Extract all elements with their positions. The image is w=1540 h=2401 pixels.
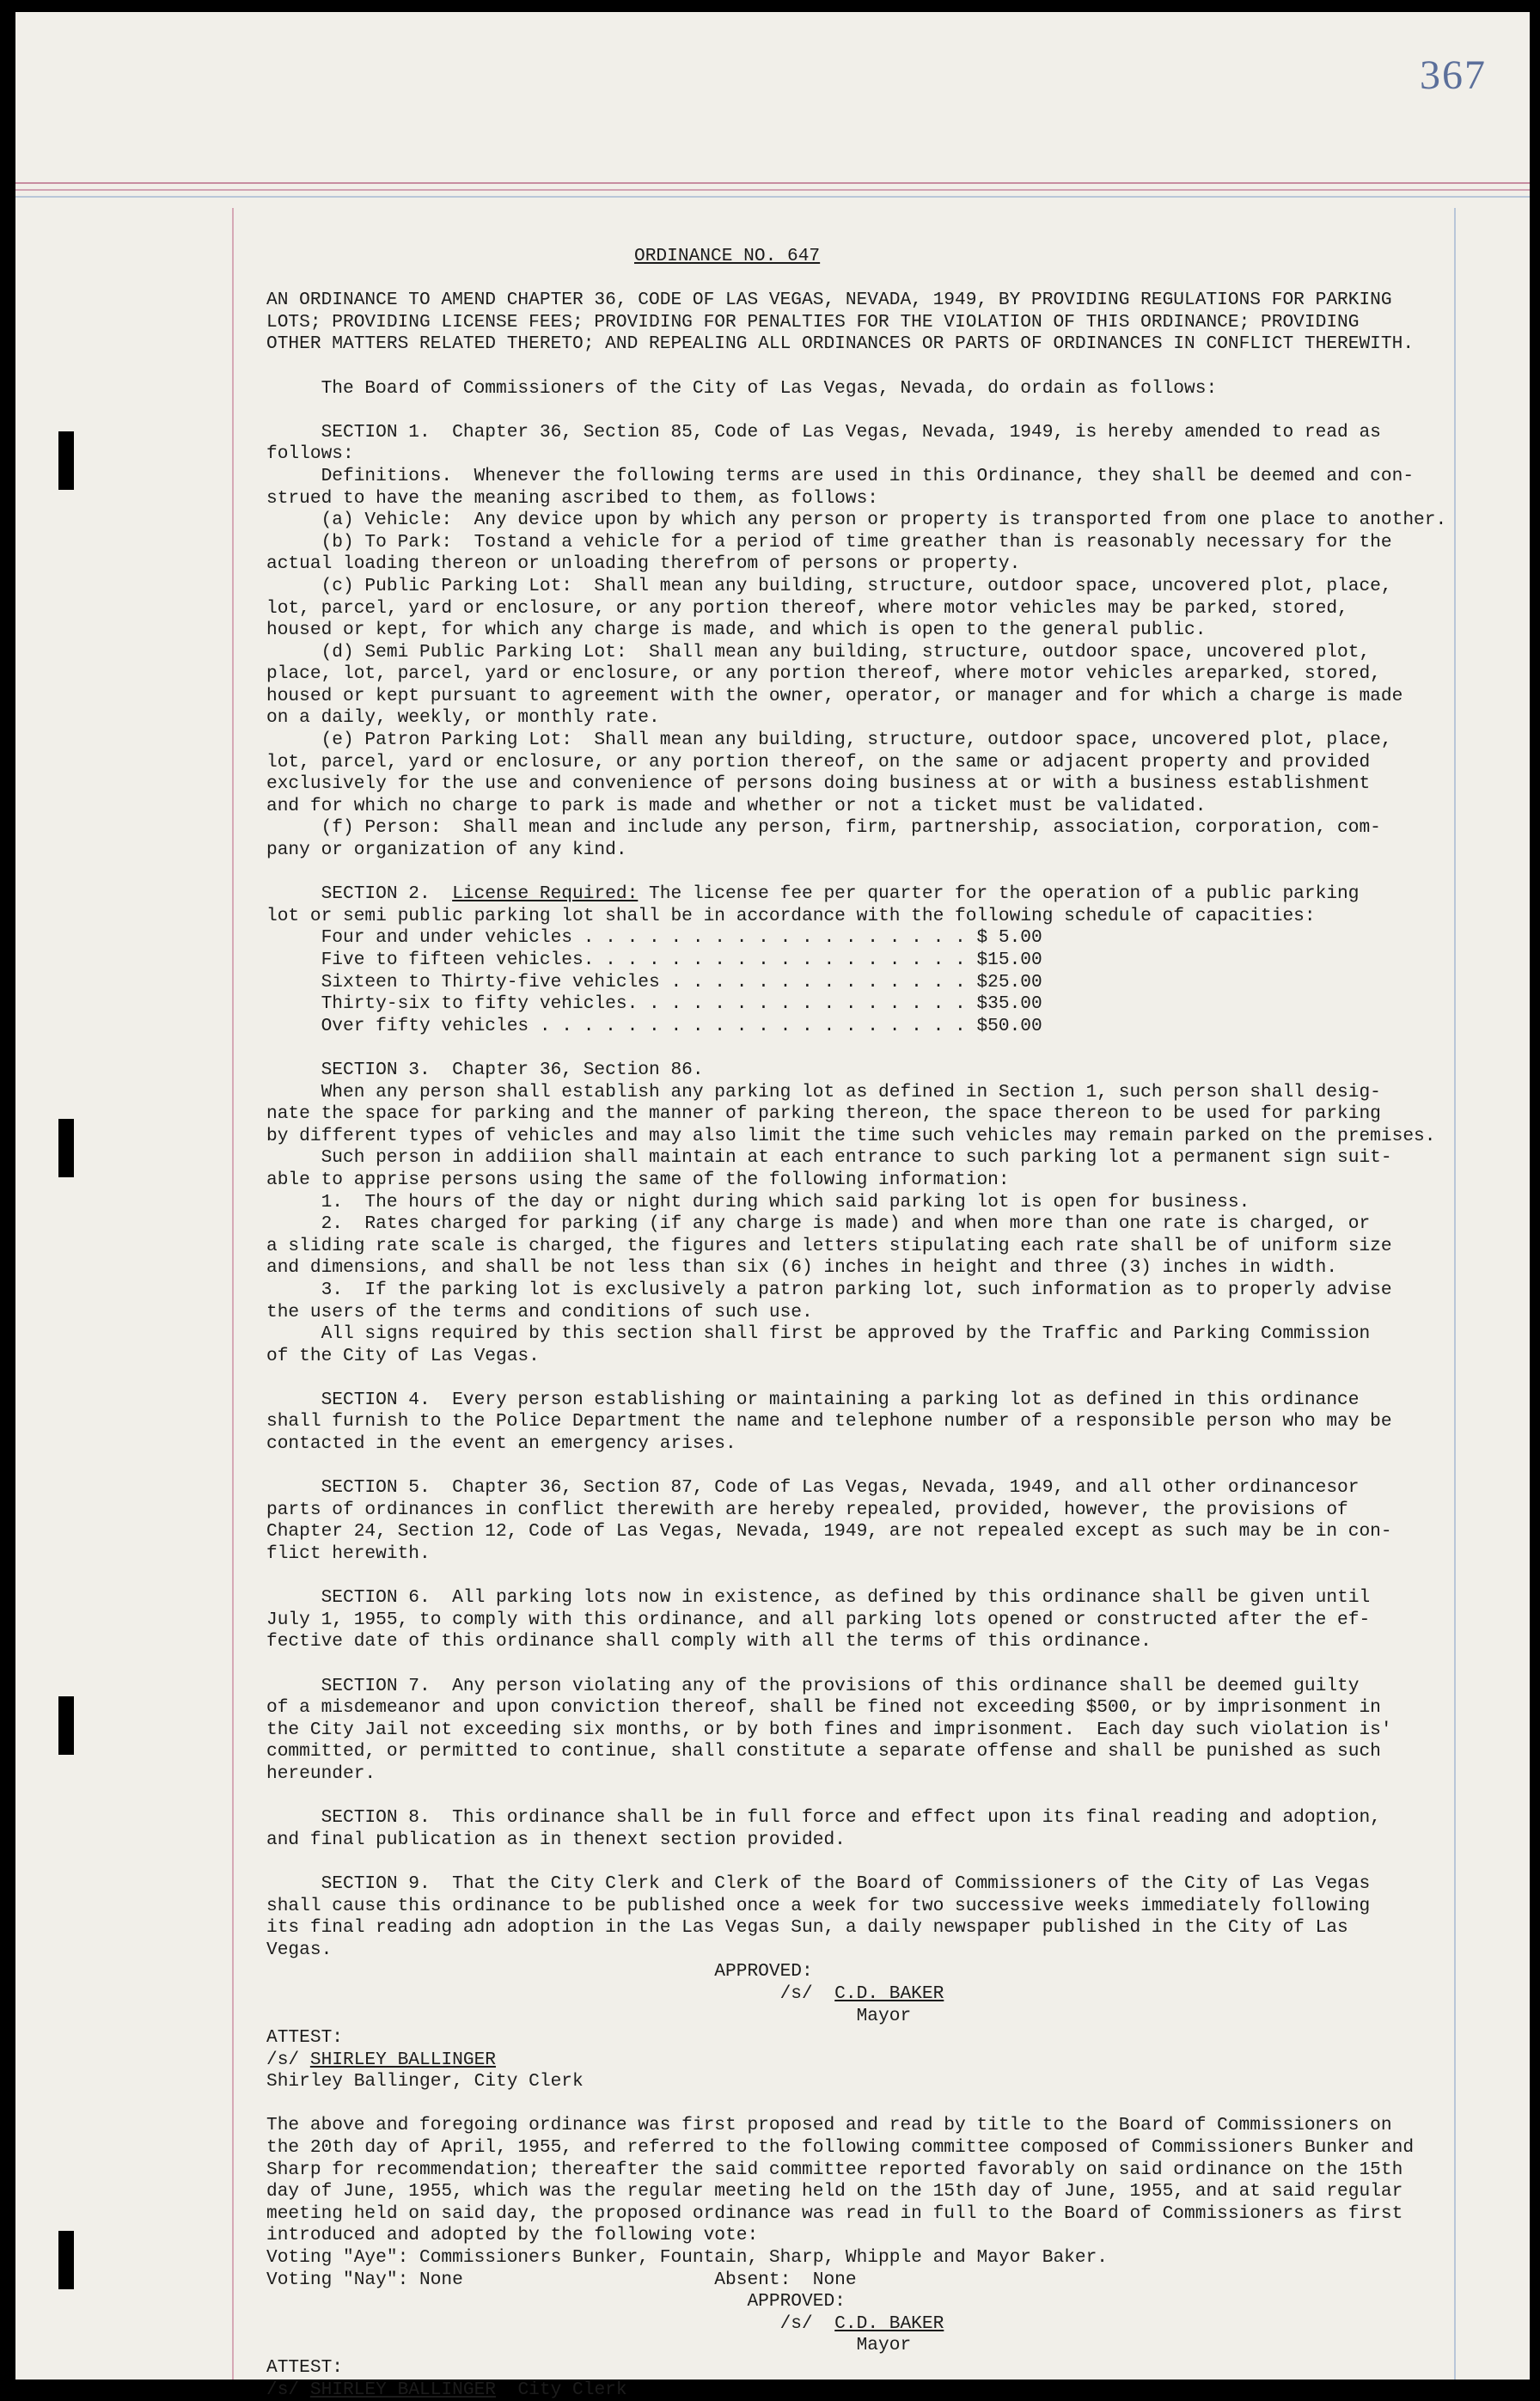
text-line: actual loading thereon or unloading therefrom of persons or property. xyxy=(266,553,1021,575)
text-line: of the City of Las Vegas. xyxy=(266,1345,540,1366)
text-line: pany or organization of any kind. xyxy=(266,840,627,861)
clerk-name: SHIRLEY BALLINGER xyxy=(309,2049,497,2070)
text-line: fective date of this ordinance shall comply with all the terms of this ordinance. xyxy=(266,1631,1152,1653)
text-line: Chapter 24, Section 12, Code of Las Vegas, Nevada, 1949, are not repealed except as such may be in con- xyxy=(266,1521,1392,1543)
text-line: (c) Public Parking Lot: Shall mean any building, structure, outdoor space, uncovered plot, place, xyxy=(266,575,1392,596)
text-line: day of June, 1955, which was the regular meeting held on the 15th day of June, 1955, and at said regular xyxy=(266,2181,1403,2202)
text-line: SECTION 5. Chapter 36, Section 87, Code of Las Vegas, Nevada, 1949, and all other ordinancesor xyxy=(266,1477,1360,1499)
text-line: place, lot, parcel, yard or enclosure, or any portion thereof, where motor vehicles areparked, stored, xyxy=(266,663,1381,685)
text-line: SECTION 7. Any person violating any of the provisions of this ordinance shall be deemed guilty xyxy=(266,1675,1360,1696)
section-5 xyxy=(266,1477,1461,1565)
text-line: All signs required by this section shall first be approved by the Traffic and Parking Commission xyxy=(266,1323,1371,1345)
clerk-signature: /s/ SHIRLEY BALLINGER City Clerk xyxy=(266,2379,627,2400)
text-line: SECTION 2. License Required: The license fee per quarter for the operation of a public parking xyxy=(266,883,1360,905)
vote-aye: Voting "Aye": Commissioners Bunker, Fountain, Sharp, Whipple and Mayor Baker. xyxy=(266,2247,1109,2269)
fee-schedule-row: Four and under vehicles . . . . . . . . . . . . . . . . . . $ 5.00 xyxy=(266,927,1042,949)
text-line: introduced and adopted by the following vote: xyxy=(266,2225,759,2246)
signature-block xyxy=(266,1961,1461,2093)
text-line: contacted in the event an emergency arises. xyxy=(266,1433,736,1455)
preamble-line: OTHER MATTERS RELATED THERETO; AND REPEALING ALL ORDINANCES OR PARTS OF ORDINANCES IN CONFLICT THEREWITH. xyxy=(266,333,1415,355)
text-line: a sliding rate scale is charged, the figures and letters stipulating each rate shall be of uniform size xyxy=(266,1235,1392,1256)
text-line: (b) To Park: Tostand a vehicle for a period of time greather than is reasonably necessary for the xyxy=(266,531,1392,553)
text-line: and dimensions, and shall be not less than six (6) inches in height and three (3) inches in width. xyxy=(266,1257,1338,1279)
text-line: Sharp for recommendation; thereafter the said committee reported favorably on said ordinance on the 15th xyxy=(266,2159,1403,2180)
text-line: July 1, 1955, to comply with this ordinance, and all parking lots opened or constructed after the ef- xyxy=(266,1609,1371,1630)
signature-block-final xyxy=(266,2291,1461,2401)
ordinance-title: ORDINANCE NO. 647 xyxy=(634,246,821,266)
text-line: and for which no charge to park is made and whether or not a ticket must be validated. xyxy=(266,795,1207,816)
text-line: the City Jail not exceeding six months, or by both fines and imprisonment. Each day such violation is' xyxy=(266,1719,1392,1740)
text-line: SECTION 9. That the City Clerk and Clerk of the Board of Commissioners of the City of Las Vegas xyxy=(266,1873,1371,1894)
text-line: SECTION 3. Chapter 36, Section 86. xyxy=(266,1059,704,1080)
preamble-line: LOTS; PROVIDING LICENSE FEES; PROVIDING FOR PENALTIES FOR THE VIOLATION OF THIS ORDINANCE; PROVIDING xyxy=(266,311,1360,333)
section-9 xyxy=(266,1873,1461,1961)
text-line: exclusively for the use and convenience of persons doing business at or with a business establishment xyxy=(266,773,1371,795)
text-line: parts of ordinances in conflict therewith are hereby repealed, provided, however, the provisions of xyxy=(266,1499,1348,1520)
preamble-line: AN ORDINANCE TO AMEND CHAPTER 36, CODE OF LAS VEGAS, NEVADA, 1949, BY PROVIDING REGULATIONS FOR PARKING xyxy=(266,290,1392,311)
text-line: 1. The hours of the day or night during which said parking lot is open for business. xyxy=(266,1191,1250,1213)
vote-nay: Voting "Nay": None Absent: None xyxy=(266,2269,857,2290)
approved-label: APPROVED: xyxy=(266,1961,813,1983)
license-required-heading: License Required: xyxy=(452,883,639,905)
ordain-line: The Board of Commissioners of the City of Las Vegas, Nevada, do ordain as follows: xyxy=(266,377,1218,399)
left-margin-line xyxy=(232,208,234,2380)
mayor-title: Mayor xyxy=(266,2335,912,2356)
text-line: (a) Vehicle: Any device upon by which any person or property is transported from one place to another. xyxy=(266,510,1447,531)
header-rule xyxy=(15,182,1530,184)
text-line: (f) Person: Shall mean and include any person, firm, partnership, association, corporation, com- xyxy=(266,817,1381,839)
text-line: and final publication as in thenext section provided. xyxy=(266,1829,846,1850)
clerk-name: SHIRLEY BALLINGER xyxy=(309,2379,497,2400)
text-line: by different types of vehicles and may also limit the time such vehicles may remain parked on the premises. xyxy=(266,1125,1436,1146)
text-line: Such person in addiiion shall maintain at each entrance to such parking lot a permanent sign suit- xyxy=(266,1147,1392,1169)
text-line: SECTION 8. This ordinance shall be in full force and effect upon its final reading and adoption, xyxy=(266,1807,1381,1829)
clerk-full-name: Shirley Ballinger, City Clerk xyxy=(266,2071,584,2092)
text-line: SECTION 4. Every person establishing or maintaining a parking lot as defined in this ordinance xyxy=(266,1389,1360,1410)
adoption-record xyxy=(266,2115,1461,2291)
fee-schedule-row: Sixteen to Thirty-five vehicles . . . . . . . . . . . . . . $25.00 xyxy=(266,971,1042,993)
section-8 xyxy=(266,1807,1461,1851)
clerk-signature: /s/ SHIRLEY BALLINGER xyxy=(266,2049,497,2070)
attest-label: ATTEST: xyxy=(266,2027,344,2049)
text-line: SECTION 6. All parking lots now in existence, as defined by this ordinance shall be given until xyxy=(266,1587,1371,1609)
section-4 xyxy=(266,1390,1461,1456)
header-rule xyxy=(15,196,1530,198)
fee-schedule-row: Five to fifteen vehicles. . . . . . . . . . . . . . . . . . $15.00 xyxy=(266,950,1042,970)
text-line: able to apprise persons using the same of the following information: xyxy=(266,1169,1010,1190)
text-line: shall cause this ordinance to be published once a week for two successive weeks immediately following xyxy=(266,1895,1371,1916)
document-page xyxy=(15,12,1530,2400)
approved-label: APPROVED: xyxy=(266,2291,846,2312)
text-line: the 20th day of April, 1955, and referred to the following committee composed of Commissioners Bunker and xyxy=(266,2137,1415,2159)
text-line: hereunder. xyxy=(266,1763,376,1784)
text-line: housed or kept, for which any charge is made, and which is open to the general public. xyxy=(266,620,1207,641)
section-1 xyxy=(266,422,1461,862)
section-6 xyxy=(266,1587,1461,1653)
text-line: lot or semi public parking lot shall be in accordance with the following schedule of capacities: xyxy=(266,905,1316,926)
header-rule xyxy=(15,189,1530,191)
mayor-title: Mayor xyxy=(266,2005,912,2026)
fee-schedule-row: Over fifty vehicles . . . . . . . . . . . . . . . . . . . . $50.00 xyxy=(266,1015,1042,1036)
section-2 xyxy=(266,883,1461,1037)
attest-label: ATTEST: xyxy=(266,2357,344,2378)
text-line: lot, parcel, yard or enclosure, or any portion thereof, where motor vehicles may be parked, stored, xyxy=(266,597,1348,619)
text-line: SECTION 1. Chapter 36, Section 85, Code of Las Vegas, Nevada, 1949, is hereby amended to read as xyxy=(266,421,1381,443)
text-line: lot, parcel, yard or enclosure, or any portion thereof, on the same or adjacent property and provided xyxy=(266,751,1371,773)
text-line: follows: xyxy=(266,443,354,465)
text-line: the users of the terms and conditions of such use. xyxy=(266,1301,813,1323)
binder-hole xyxy=(58,1119,74,1177)
text-line: When any person shall establish any parking lot as defined in Section 1, such person shall desig- xyxy=(266,1081,1381,1103)
mayor-name: C.D. BAKER xyxy=(834,2312,944,2334)
text-line: flict herewith. xyxy=(266,1543,431,1565)
text-line: strued to have the meaning ascribed to them, as follows: xyxy=(266,487,879,509)
binder-hole xyxy=(58,2231,74,2289)
section-7 xyxy=(266,1676,1461,1786)
text-line: of a misdemeanor and upon conviction thereof, shall be fined not exceeding $500, or by imprisonment in xyxy=(266,1697,1381,1719)
binder-hole xyxy=(58,1696,74,1755)
text-line: Definitions. Whenever the following terms are used in this Ordinance, they shall be deemed and con- xyxy=(266,465,1415,486)
text-line: The above and foregoing ordinance was first proposed and read by title to the Board of Commissioners on xyxy=(266,2115,1392,2136)
text-line: Vegas. xyxy=(266,1939,333,1960)
text-line: (e) Patron Parking Lot: Shall mean any building, structure, outdoor space, uncovered plot, place, xyxy=(266,730,1392,751)
mayor-name: C.D. BAKER xyxy=(834,1983,944,2004)
text-line: (d) Semi Public Parking Lot: Shall mean any building, structure, outdoor space, uncovered plot, xyxy=(266,641,1371,663)
mayor-signature: /s/ C.D. BAKER xyxy=(266,2312,944,2334)
text-line: housed or kept pursuant to agreement with the owner, operator, or manager and for which a charge is made xyxy=(266,685,1403,706)
binder-hole xyxy=(58,431,74,490)
text-line: 2. Rates charged for parking (if any charge is made) and when more than one rate is charged, or xyxy=(266,1213,1371,1235)
text-line: shall furnish to the Police Department the name and telephone number of a responsible person who may be xyxy=(266,1411,1392,1433)
text-line: nate the space for parking and the manner of parking thereon, the space thereon to be used for parking xyxy=(266,1103,1381,1125)
page-number: 367 xyxy=(1420,52,1487,98)
text-line: 3. If the parking lot is exclusively a patron parking lot, such information as to properly advise xyxy=(266,1279,1392,1300)
text-line: on a daily, weekly, or monthly rate. xyxy=(266,707,660,729)
section-3 xyxy=(266,1060,1461,1367)
mayor-signature: /s/ C.D. BAKER xyxy=(266,1983,944,2004)
text-line: its final reading adn adoption in the Las Vegas Sun, a daily newspaper published in the City of Las xyxy=(266,1917,1348,1939)
text-line: meeting held on said day, the proposed ordinance was read in full to the Board of Commissioners as first xyxy=(266,2202,1403,2224)
fee-schedule-row: Thirty-six to fifty vehicles. . . . . . . . . . . . . . . . $35.00 xyxy=(266,993,1042,1015)
text-line: committed, or permitted to continue, shall constitute a separate offense and shall be punished as such xyxy=(266,1741,1381,1763)
ordinance-text xyxy=(266,246,1461,2401)
